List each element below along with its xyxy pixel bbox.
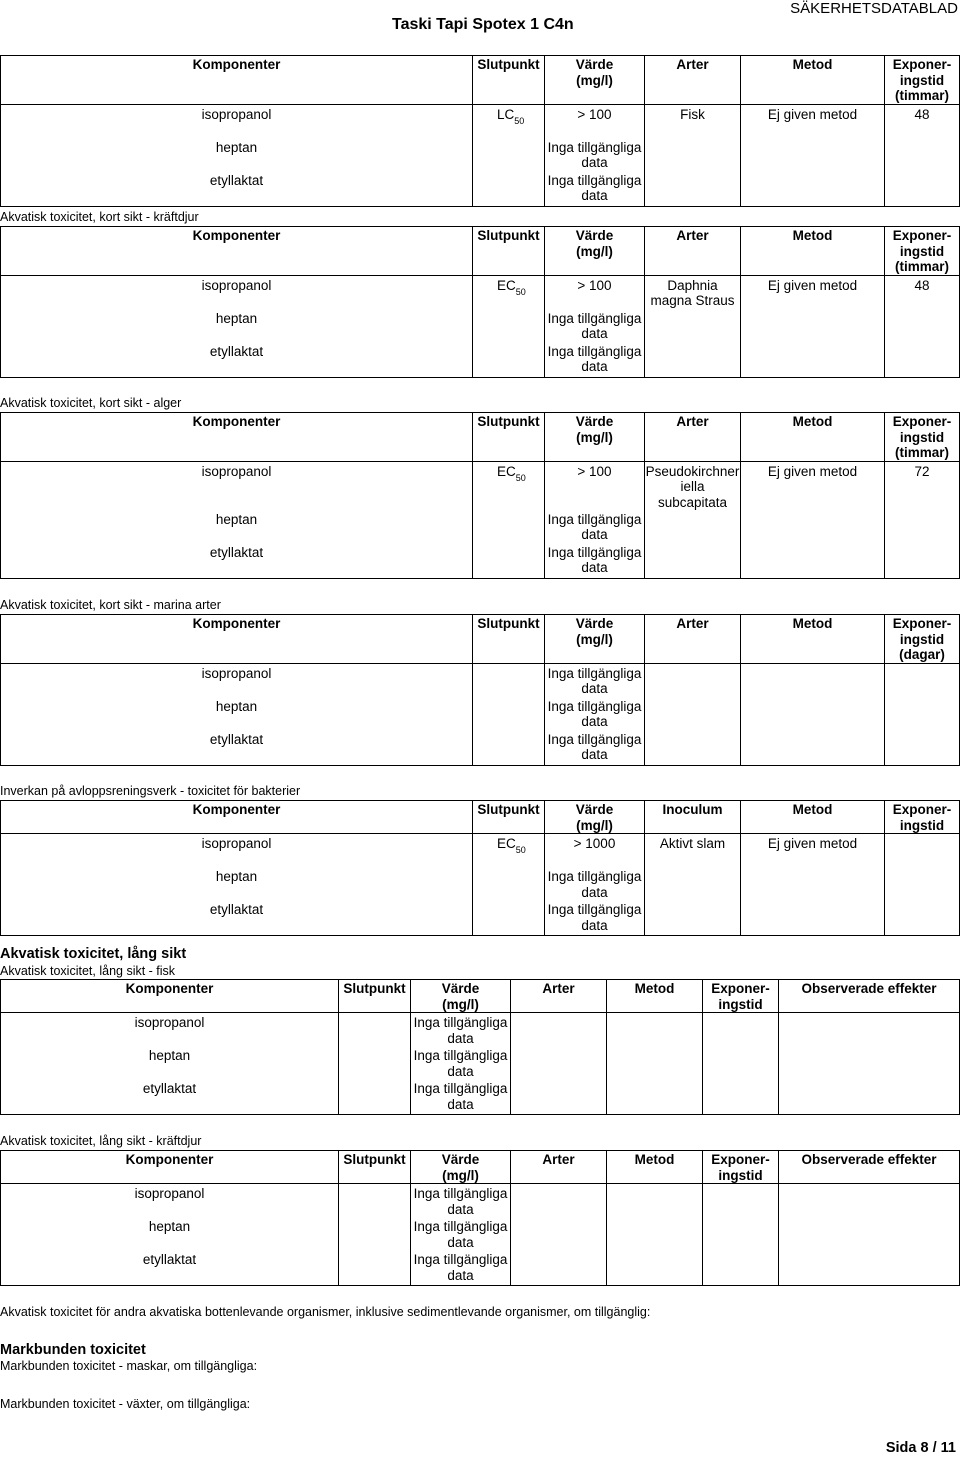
- endpoint-cell: [473, 869, 545, 902]
- value-cell: Inga tillgängliga data: [411, 1252, 511, 1286]
- species-cell: [645, 140, 741, 173]
- method-cell: [607, 1048, 703, 1081]
- section-heading: Akvatisk toxicitet, lång sikt: [0, 946, 187, 962]
- exposure-cell: [885, 545, 960, 579]
- exposure-cell: [885, 311, 960, 344]
- species-cell: [511, 1081, 607, 1115]
- component-cell: isopropanol: [1, 461, 473, 512]
- effects-cell: [779, 1048, 960, 1081]
- component-cell: etyllaktat: [1, 344, 473, 378]
- component-cell: heptan: [1, 140, 473, 173]
- exposure-cell: 48: [885, 104, 960, 140]
- component-cell: etyllaktat: [1, 545, 473, 579]
- table-fish-short: [0, 55, 960, 207]
- table-fish-long: [0, 979, 960, 1115]
- column-header: Arter: [645, 227, 741, 276]
- endpoint-cell: [473, 275, 545, 311]
- exposure-cell: 72: [885, 461, 960, 512]
- column-header: Exponer- ingstid: [703, 1151, 779, 1184]
- column-header: Slutpunkt: [339, 1151, 411, 1184]
- method-cell: [741, 512, 885, 545]
- endpoint-cell: [473, 834, 545, 870]
- effects-cell: [779, 1184, 960, 1220]
- exposure-cell: [885, 344, 960, 378]
- species-cell: [645, 311, 741, 344]
- column-header: Observerade effekter: [779, 980, 960, 1013]
- column-header: Arter: [511, 1151, 607, 1184]
- component-cell: isopropanol: [1, 104, 473, 140]
- section-caption: Akvatisk toxicitet, lång sikt - fisk: [0, 964, 176, 978]
- endpoint-cell: [339, 1219, 411, 1252]
- method-cell: [607, 1013, 703, 1049]
- column-header: Exponer- ingstid (timmar): [885, 413, 960, 462]
- document-type: SÄKERHETSDATABLAD: [790, 0, 958, 17]
- column-header: Arter: [645, 413, 741, 462]
- component-cell: etyllaktat: [1, 732, 473, 766]
- table-row: [1, 512, 960, 545]
- endpoint-cell: [473, 461, 545, 512]
- species-cell: [645, 902, 741, 936]
- species-cell: [645, 663, 741, 699]
- value-cell: Inga tillgängliga data: [545, 512, 645, 545]
- method-cell: Ej given metod: [741, 275, 885, 311]
- method-cell: [741, 311, 885, 344]
- column-header: Metod: [741, 56, 885, 105]
- method-cell: [607, 1219, 703, 1252]
- column-header: Komponenter: [1, 615, 473, 664]
- endpoint-subscript: 50: [515, 845, 526, 855]
- table-row: [1, 1013, 960, 1049]
- column-header: Exponer- ingstid: [703, 980, 779, 1013]
- note-worms: Markbunden toxicitet - maskar, om tillgängliga:: [0, 1359, 258, 1373]
- table-row: [1, 275, 960, 311]
- table-row: [1, 344, 960, 378]
- component-cell: heptan: [1, 1048, 339, 1081]
- endpoint-cell: [473, 344, 545, 378]
- column-header: Exponer- ingstid (timmar): [885, 56, 960, 105]
- species-cell: Pseudokirchner iella subcapitata: [645, 461, 741, 512]
- table-row: [1, 545, 960, 579]
- value-cell: > 100: [545, 461, 645, 512]
- column-header: Arter: [511, 980, 607, 1013]
- column-header: Värde (mg/l): [545, 615, 645, 664]
- column-header: Arter: [645, 56, 741, 105]
- exposure-cell: [885, 834, 960, 870]
- value-cell: Inga tillgängliga data: [545, 732, 645, 766]
- method-cell: Ej given metod: [741, 834, 885, 870]
- column-header: Arter: [645, 615, 741, 664]
- column-header: Observerade effekter: [779, 1151, 960, 1184]
- species-cell: Aktivt slam: [645, 834, 741, 870]
- endpoint-label: EC: [497, 277, 516, 293]
- column-header: Metod: [741, 615, 885, 664]
- value-cell: Inga tillgängliga data: [545, 173, 645, 207]
- endpoint-subscript: 50: [514, 115, 525, 126]
- component-cell: isopropanol: [1, 834, 473, 870]
- effects-cell: [779, 1219, 960, 1252]
- column-header: Metod: [741, 801, 885, 834]
- effects-cell: [779, 1252, 960, 1286]
- table-bacteria: [0, 800, 960, 936]
- species-cell: [511, 1013, 607, 1049]
- method-cell: [741, 869, 885, 902]
- exposure-cell: [885, 663, 960, 699]
- species-cell: [511, 1184, 607, 1220]
- table-row: [1, 699, 960, 732]
- endpoint-label: EC: [497, 836, 516, 851]
- table-algae-short: [0, 412, 960, 579]
- component-cell: etyllaktat: [1, 173, 473, 207]
- component-cell: isopropanol: [1, 1013, 339, 1049]
- column-header: Metod: [741, 413, 885, 462]
- column-header: Slutpunkt: [339, 980, 411, 1013]
- table-row: [1, 1081, 960, 1115]
- endpoint-cell: [339, 1013, 411, 1049]
- species-cell: [645, 699, 741, 732]
- value-cell: Inga tillgängliga data: [411, 1013, 511, 1049]
- value-cell: Inga tillgängliga data: [545, 344, 645, 378]
- endpoint-cell: [473, 545, 545, 579]
- table-row: [1, 869, 960, 902]
- component-cell: isopropanol: [1, 1184, 339, 1220]
- species-cell: [511, 1252, 607, 1286]
- table-row: [1, 461, 960, 512]
- species-cell: [645, 869, 741, 902]
- method-cell: [607, 1081, 703, 1115]
- endpoint-cell: [473, 140, 545, 173]
- table-crustaceans-long: [0, 1150, 960, 1286]
- endpoint-cell: [473, 663, 545, 699]
- page-number: Sida 8 / 11: [885, 1440, 956, 1456]
- section-caption: Akvatisk toxicitet, kort sikt - alger: [0, 396, 182, 410]
- method-cell: [741, 344, 885, 378]
- exposure-cell: [885, 699, 960, 732]
- column-header: Komponenter: [1, 413, 473, 462]
- table-row: [1, 902, 960, 936]
- table-row: [1, 663, 960, 699]
- table-row: [1, 1048, 960, 1081]
- table-row: [1, 140, 960, 173]
- exposure-cell: [703, 1048, 779, 1081]
- value-cell: Inga tillgängliga data: [545, 545, 645, 579]
- method-cell: [741, 173, 885, 207]
- column-header: Exponer- ingstid (dagar): [885, 615, 960, 664]
- column-header: Exponer- ingstid (timmar): [885, 227, 960, 276]
- endpoint-subscript: 50: [515, 472, 526, 483]
- value-cell: Inga tillgängliga data: [545, 140, 645, 173]
- note-sediment: Akvatisk toxicitet för andra akvatiska bottenlevande organismer, inklusive sedimentlevande organismer, om tillgänglig:: [0, 1305, 651, 1319]
- endpoint-cell: [473, 512, 545, 545]
- component-cell: etyllaktat: [1, 1252, 339, 1286]
- table-row: [1, 1219, 960, 1252]
- species-cell: Fisk: [645, 104, 741, 140]
- component-cell: heptan: [1, 869, 473, 902]
- endpoint-cell: [339, 1081, 411, 1115]
- section-caption: Inverkan på avloppsreningsverk - toxicitet för bakterier: [0, 784, 301, 798]
- document-title: Taski Tapi Spotex 1 C4n: [392, 16, 574, 33]
- table-row: [1, 104, 960, 140]
- value-cell: Inga tillgängliga data: [411, 1048, 511, 1081]
- exposure-cell: [703, 1184, 779, 1220]
- value-cell: > 100: [545, 275, 645, 311]
- component-cell: etyllaktat: [1, 902, 473, 936]
- endpoint-cell: [473, 104, 545, 140]
- table-crustaceans-short: [0, 226, 960, 378]
- endpoint-label: LC: [497, 106, 515, 122]
- column-header: Värde (mg/l): [545, 413, 645, 462]
- species-cell: [511, 1048, 607, 1081]
- column-header: Komponenter: [1, 801, 473, 834]
- value-cell: Inga tillgängliga data: [545, 869, 645, 902]
- exposure-cell: [885, 173, 960, 207]
- exposure-cell: [885, 140, 960, 173]
- endpoint-cell: [339, 1252, 411, 1286]
- component-cell: heptan: [1, 699, 473, 732]
- section-heading: Markbunden toxicitet: [0, 1342, 146, 1358]
- component-cell: heptan: [1, 512, 473, 545]
- method-cell: [741, 699, 885, 732]
- column-header: Komponenter: [1, 980, 339, 1013]
- table-row: [1, 173, 960, 207]
- value-cell: > 100: [545, 104, 645, 140]
- exposure-cell: [703, 1252, 779, 1286]
- method-cell: [741, 663, 885, 699]
- endpoint-cell: [339, 1184, 411, 1220]
- column-header: Slutpunkt: [473, 227, 545, 276]
- method-cell: Ej given metod: [741, 104, 885, 140]
- column-header: Komponenter: [1, 56, 473, 105]
- column-header: Komponenter: [1, 1151, 339, 1184]
- column-header: Värde (mg/l): [545, 227, 645, 276]
- table-row: [1, 1252, 960, 1286]
- species-cell: Daphnia magna Straus: [645, 275, 741, 311]
- table-row: [1, 311, 960, 344]
- table-marine-short: [0, 614, 960, 766]
- column-header: Värde (mg/l): [411, 980, 511, 1013]
- method-cell: [741, 545, 885, 579]
- method-cell: [741, 732, 885, 766]
- column-header: Metod: [607, 980, 703, 1013]
- exposure-cell: 48: [885, 275, 960, 311]
- endpoint-cell: [473, 732, 545, 766]
- value-cell: Inga tillgängliga data: [545, 699, 645, 732]
- component-cell: isopropanol: [1, 663, 473, 699]
- note-plants: Markbunden toxicitet - växter, om tillgängliga:: [0, 1397, 251, 1411]
- component-cell: isopropanol: [1, 275, 473, 311]
- species-cell: [511, 1219, 607, 1252]
- value-cell: Inga tillgängliga data: [411, 1081, 511, 1115]
- value-cell: Inga tillgängliga data: [545, 902, 645, 936]
- method-cell: [741, 140, 885, 173]
- column-header: Slutpunkt: [473, 56, 545, 105]
- endpoint-cell: [473, 311, 545, 344]
- exposure-cell: [703, 1013, 779, 1049]
- column-header: Metod: [607, 1151, 703, 1184]
- endpoint-cell: [473, 902, 545, 936]
- endpoint-subscript: 50: [515, 286, 526, 297]
- species-cell: [645, 512, 741, 545]
- section-caption: Akvatisk toxicitet, kort sikt - marina arter: [0, 598, 221, 612]
- exposure-cell: [885, 902, 960, 936]
- method-cell: Ej given metod: [741, 461, 885, 512]
- species-cell: [645, 173, 741, 207]
- value-cell: Inga tillgängliga data: [411, 1219, 511, 1252]
- endpoint-cell: [339, 1048, 411, 1081]
- value-cell: > 1000: [545, 834, 645, 870]
- exposure-cell: [885, 512, 960, 545]
- column-header: Värde (mg/l): [545, 56, 645, 105]
- endpoint-label: EC: [497, 463, 516, 479]
- column-header: Slutpunkt: [473, 801, 545, 834]
- column-header: Metod: [741, 227, 885, 276]
- table-row: [1, 732, 960, 766]
- exposure-cell: [703, 1219, 779, 1252]
- column-header: Värde (mg/l): [411, 1151, 511, 1184]
- effects-cell: [779, 1081, 960, 1115]
- method-cell: [607, 1184, 703, 1220]
- species-cell: [645, 545, 741, 579]
- exposure-cell: [885, 732, 960, 766]
- table-row: [1, 1184, 960, 1220]
- exposure-cell: [885, 869, 960, 902]
- exposure-cell: [703, 1081, 779, 1115]
- column-header: Inoculum: [645, 801, 741, 834]
- column-header: Slutpunkt: [473, 615, 545, 664]
- value-cell: Inga tillgängliga data: [411, 1184, 511, 1220]
- column-header: Slutpunkt: [473, 413, 545, 462]
- component-cell: etyllaktat: [1, 1081, 339, 1115]
- component-cell: heptan: [1, 311, 473, 344]
- method-cell: [741, 902, 885, 936]
- column-header: Komponenter: [1, 227, 473, 276]
- value-cell: Inga tillgängliga data: [545, 311, 645, 344]
- value-cell: Inga tillgängliga data: [545, 663, 645, 699]
- table-row: [1, 834, 960, 870]
- section-caption: Akvatisk toxicitet, lång sikt - kräftdjur: [0, 1134, 202, 1148]
- species-cell: [645, 732, 741, 766]
- endpoint-cell: [473, 173, 545, 207]
- method-cell: [607, 1252, 703, 1286]
- component-cell: heptan: [1, 1219, 339, 1252]
- column-header: Exponer- ingstid: [885, 801, 960, 834]
- section-caption: Akvatisk toxicitet, kort sikt - kräftdjur: [0, 210, 199, 224]
- column-header: Värde (mg/l): [545, 801, 645, 834]
- endpoint-cell: [473, 699, 545, 732]
- species-cell: [645, 344, 741, 378]
- effects-cell: [779, 1013, 960, 1049]
